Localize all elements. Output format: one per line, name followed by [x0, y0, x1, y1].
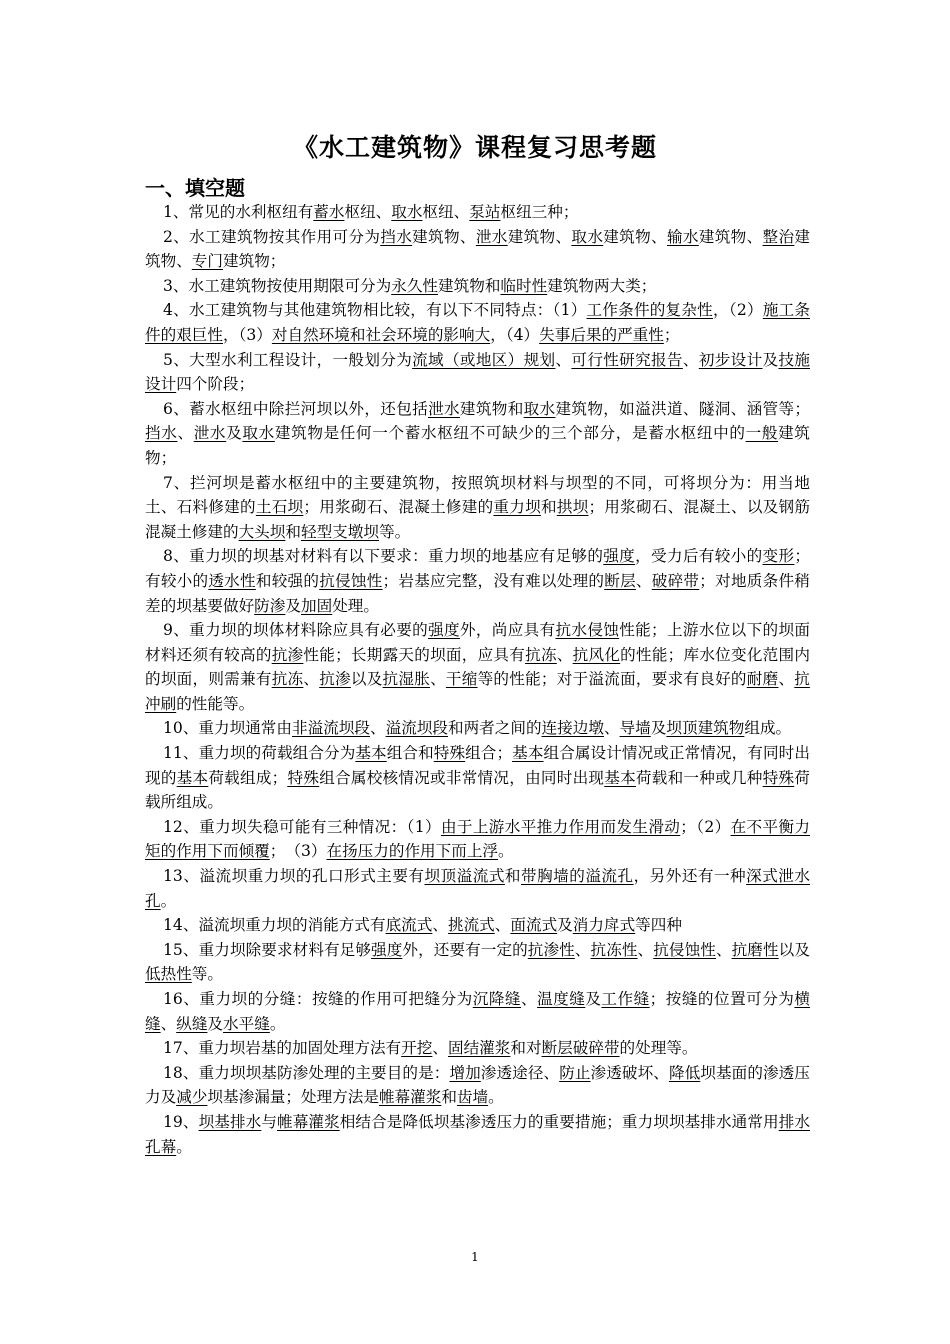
question-text: 枢纽、 [344, 203, 392, 221]
question-text: 组合属校核情况或非常情况，由同时出现 [319, 768, 605, 787]
answer-blank: 抗磨性 [731, 940, 779, 959]
answer-blank: 抗侵蚀性 [319, 571, 383, 590]
answer-blank: 基本 [512, 744, 544, 763]
question-item [145, 397, 810, 471]
answer-blank: 连接边墩 [541, 719, 604, 738]
answer-blank: 抗冻 [271, 670, 304, 689]
answer-blank: 耐磨 [746, 670, 779, 689]
answer-blank: 轻型支墩坝 [300, 522, 379, 541]
question-text: ，另外还有一种 [633, 867, 747, 886]
question-text: 建筑物，如溢洪道、隧洞、涵管等； [555, 399, 810, 418]
answer-blank: 施工条件的艰巨性 [145, 301, 810, 344]
question-text: 性能；上游水位以下的坝面材料还须有较高的 [145, 621, 810, 664]
question-text: ；（2） [680, 817, 731, 836]
question-text: 建筑物是任何一个蓄水枢纽不可缺少的三个部分，是蓄水枢纽中的 [274, 424, 746, 443]
question-text: ，（2） [713, 301, 763, 320]
answer-blank: 特殊 [762, 768, 795, 787]
question-text: 13、溢流坝重力坝的孔口形式主要有 [163, 867, 425, 886]
answer-blank: 变形 [762, 547, 795, 566]
question-text: 、 [682, 350, 699, 369]
question-text: 。 [269, 1014, 286, 1033]
answer-blank: 降低 [668, 1063, 701, 1082]
question-item [145, 618, 810, 716]
question-text: 组成。 [744, 719, 792, 738]
question-text: 等。 [378, 522, 411, 541]
answer-blank: 面流式 [510, 916, 558, 935]
answer-blank: 抗风化 [572, 645, 621, 664]
answer-blank: 专门 [191, 252, 223, 271]
question-text: 和 [540, 498, 557, 517]
question-item [145, 200, 810, 225]
question-text: 、 [635, 571, 652, 590]
question-text: 、 [637, 940, 654, 959]
question-text: 以及 [778, 940, 810, 959]
answer-blank: 断层破碎带 [541, 1039, 620, 1058]
question-text: 、 [177, 424, 194, 443]
answer-blank: 工作条件的复杂性 [586, 301, 713, 320]
answer-blank: 温度缝 [537, 990, 586, 1008]
answer-blank: 底流式 [385, 916, 433, 935]
question-text: 组合； [465, 744, 513, 763]
answer-blank: 深式泄水孔 [145, 867, 810, 910]
question-list [145, 200, 810, 1159]
question-text: ；用浆砌石、混凝土、以及钢筋混凝土修建的 [145, 498, 810, 541]
answer-blank: 强度 [603, 547, 636, 566]
answer-blank: 流域（或地区）规划 [412, 350, 556, 369]
question-text: 荷载和一种或几种 [635, 768, 763, 787]
answer-blank: 抗渗性 [527, 940, 575, 959]
answer-blank: 排水孔幕 [145, 1112, 810, 1156]
question-text: 、 [520, 990, 538, 1008]
answer-blank: 干缩 [445, 670, 478, 689]
page-number: 1 [471, 1250, 479, 1264]
question-text: ；用浆砌石、混凝土修建的 [303, 498, 494, 517]
question-item [145, 348, 810, 397]
answer-blank: 增加 [449, 1063, 481, 1082]
answer-blank: 固结灌浆 [447, 1039, 511, 1058]
question-item [145, 1110, 810, 1159]
question-text: 与 [261, 1112, 278, 1131]
question-text: 坝基面的渗透压力及 [145, 1063, 810, 1107]
answer-blank: 抗水侵蚀 [555, 621, 620, 640]
document-title: 《水工建筑物》课程复习思考题 [292, 133, 657, 162]
answer-blank: 在不平衡力矩的作用下而倾覆 [145, 817, 810, 861]
question-text: 荷载所组成。 [145, 768, 810, 812]
answer-blank: 对自然环境和社会环境的影响大 [271, 325, 491, 344]
question-text: ；按缝的位置可分为 [649, 990, 795, 1008]
answer-blank: 特殊 [287, 768, 320, 787]
question-text: 相结合是降低坝基渗透压力的重要措施；重力坝坝基排水通常用 [339, 1112, 779, 1131]
question-text: 建筑物、 [145, 227, 810, 271]
answer-blank: 特殊 [433, 744, 466, 763]
question-text: 及 [207, 1014, 224, 1033]
question-text: 等。 [191, 965, 223, 984]
question-text: 11、重力坝的荷载组合分为 [163, 744, 356, 763]
question-text: 和两者之间的 [447, 719, 542, 738]
answer-blank: 开挖 [401, 1039, 433, 1058]
answer-blank: 取水 [242, 424, 275, 443]
question-item [145, 716, 810, 741]
question-text: 等的性能；对于溢流面，要求有良好的 [477, 670, 747, 689]
question-text: ； [663, 325, 680, 344]
question-text: 12、重力坝失稳可能有三种情况：（1） [163, 817, 441, 836]
answer-blank: 齿墙 [456, 1088, 489, 1107]
question-text: 枢纽三种； [500, 203, 579, 221]
answer-blank: 拱坝 [556, 498, 589, 517]
answer-blank: 加固 [300, 596, 333, 615]
question-item [145, 987, 810, 1036]
question-text: 19、 [163, 1112, 199, 1131]
answer-blank: 基本 [176, 768, 209, 787]
answer-blank: 蓄水 [313, 203, 345, 221]
question-text: 、 [556, 645, 573, 664]
question-text: 9、重力坝的坝体材料除应具有必要的 [163, 621, 429, 640]
question-text: 的处理等。 [619, 1039, 698, 1058]
question-text: 10、重力坝通常由 [163, 719, 292, 738]
question-text: 和 [504, 867, 522, 886]
answer-blank: 失事后果的严重性 [539, 325, 664, 344]
question-text: 18、重力坝坝基防渗处理的主要目的是： [163, 1063, 450, 1082]
question-text: 6、蓄水枢纽中除拦河坝以外，还包括 [163, 399, 429, 418]
answer-blank: 泵站 [469, 203, 501, 221]
question-text: 16、重力坝的分缝：按缝的作用可把缝分为 [163, 990, 473, 1008]
answer-blank: 减少 [176, 1088, 208, 1107]
question-text: 和 [285, 522, 301, 541]
question-text: 8、重力坝的坝基对材料有以下要求：重力坝的地基应有足够的 [163, 547, 604, 566]
answer-blank: 可行性研究报告 [571, 350, 683, 369]
question-text: 建筑物、 [603, 227, 667, 246]
question-text: 5、大型水利工程设计，一般划分为 [163, 350, 413, 369]
question-text: 。 [498, 842, 514, 861]
answer-blank: 破碎带 [651, 571, 700, 590]
answer-blank: 抗冻性 [590, 940, 638, 959]
question-text: 、 [494, 916, 511, 935]
answer-blank: 输水 [666, 227, 699, 246]
question-text: 7、拦河坝是蓄水枢纽中的主要建筑物，按照筑坝材料与坝型的不同，可将坝分为：用当地土、石料修建的 [145, 473, 810, 517]
answer-blank: 整治 [762, 227, 795, 246]
question-text: ；有较小的 [145, 547, 810, 590]
question-item [145, 471, 810, 545]
answer-blank: 防渗 [254, 596, 286, 615]
question-text: 和较强的 [255, 571, 320, 590]
question-text: ；对地质条件稍差的坝基要做好 [145, 571, 810, 615]
question-text: 1、常见的水利枢纽有 [163, 203, 314, 221]
question-text: 、 [574, 940, 591, 959]
question-item [145, 815, 810, 864]
question-item [145, 741, 810, 815]
answer-blank: 低热性 [145, 965, 192, 984]
answer-blank: 泄水 [428, 399, 460, 418]
question-text: 及 [557, 916, 573, 935]
question-text: 、 [369, 719, 386, 738]
answer-blank: 取水 [571, 227, 604, 246]
answer-blank: 坝顶溢流式 [424, 867, 505, 886]
question-text: 性能；长期露天的坝面，应具有 [303, 645, 526, 664]
question-text: 坝基渗漏量；处理方法是 [207, 1088, 379, 1107]
question-text: ，（4） [490, 325, 540, 344]
question-item [145, 864, 810, 913]
question-text: 建筑物； [223, 252, 286, 271]
answer-blank: 基本 [604, 768, 636, 787]
question-text: 、 [160, 1014, 177, 1033]
question-item [145, 544, 810, 618]
question-text: 组合属设计情况或正常情况，有同时出现的 [145, 744, 810, 787]
answer-blank: 强度 [371, 940, 403, 959]
section-heading: 一、填空题 [145, 176, 245, 200]
question-text: 14、溢流坝重力坝的消能方式有 [163, 916, 386, 935]
question-text: 、 [432, 916, 448, 935]
question-text: 外，尚应具有 [459, 621, 556, 640]
question-text: 枢纽、 [422, 203, 470, 221]
question-text: 及 [650, 719, 667, 738]
question-text: 4、水工建筑物与其他建筑物相比较，有以下不同特点：（1） [163, 301, 587, 320]
answer-blank: 溢流坝段 [385, 719, 448, 738]
question-text: 、 [715, 940, 732, 959]
question-text: 等四种 [635, 916, 682, 935]
answer-blank: 帷幕灌浆 [378, 1088, 442, 1107]
question-text: 15、重力坝除要求材料有足够 [163, 940, 372, 959]
question-text: ；岩基应完整，没有难以处理的 [382, 571, 605, 590]
question-item [145, 913, 810, 938]
answer-blank: 抗冻 [525, 645, 557, 664]
question-text: 四个阶段； [176, 375, 255, 394]
question-text: 的性能等。 [176, 694, 255, 713]
question-text: 、 [555, 350, 572, 369]
question-text: 2、水工建筑物按其作用可分为 [163, 227, 381, 246]
answer-blank: 工作缝 [601, 990, 650, 1008]
question-text: 荷载组成； [208, 768, 288, 787]
answer-blank: 断层 [604, 571, 636, 590]
answer-blank: 泄水 [475, 227, 508, 246]
answer-blank: 强度 [428, 621, 460, 640]
answer-blank: 挑流式 [447, 916, 495, 935]
question-text: 组合和 [386, 744, 434, 763]
answer-blank: 帷幕灌浆 [277, 1112, 340, 1131]
answer-blank: 抗侵蚀性 [653, 940, 716, 959]
answer-blank: 横缝 [145, 990, 810, 1033]
question-text: 及 [585, 990, 602, 1008]
question-item [145, 1061, 810, 1110]
answer-blank: 在扬压力的作用下而上浮 [326, 842, 499, 861]
question-text: 、 [303, 670, 320, 689]
question-text: 以及 [350, 670, 383, 689]
answer-blank: 非溢流坝段 [292, 719, 370, 738]
answer-blank: 抗冲刷 [145, 670, 810, 713]
answer-blank: 抗渗 [271, 645, 304, 664]
question-text: 建筑物、 [698, 227, 763, 246]
answer-blank: 沉降缝 [472, 990, 521, 1008]
question-text: 及 [226, 424, 243, 443]
question-text: 处理。 [332, 596, 379, 615]
question-text: 建筑物两大类； [547, 276, 657, 295]
question-text: 建筑物、 [412, 227, 476, 246]
question-text: 的性能；库水位变化范围内的坝面，则需兼有 [145, 645, 810, 689]
answer-blank: 挡水 [380, 227, 413, 246]
question-text: ，受力后有较小的 [635, 547, 763, 566]
question-text: 及 [285, 596, 301, 615]
question-text: 渗透破坏、 [590, 1063, 669, 1082]
answer-blank: 重力坝 [493, 498, 541, 517]
question-text: 、 [778, 670, 795, 689]
answer-blank: 导墙 [619, 719, 651, 738]
answer-blank: 防止 [559, 1063, 591, 1082]
question-item [145, 225, 810, 274]
question-text: 17、重力坝岩基的加固处理方法有 [163, 1039, 402, 1058]
answer-blank: 纵缝 [176, 1014, 208, 1033]
question-text: 。 [176, 1137, 192, 1156]
answer-blank: 挡水 [145, 424, 178, 443]
question-text: 、 [430, 670, 446, 689]
question-text: 。 [160, 891, 177, 910]
answer-blank: 泄水 [193, 424, 227, 443]
question-item [145, 1036, 810, 1061]
answer-blank: 带胸墙的溢流孔 [521, 867, 634, 886]
answer-blank: 永久性 [391, 276, 439, 295]
question-item [145, 274, 810, 299]
question-text: 、 [432, 1039, 448, 1058]
answer-blank: 土石坝 [255, 498, 304, 517]
answer-blank: 坝基排水 [198, 1112, 262, 1131]
answer-blank: 临时性 [500, 276, 548, 295]
answer-blank: 基本 [355, 744, 387, 763]
question-text: 建筑物和 [438, 276, 501, 295]
question-text: ； （3） [269, 842, 327, 861]
answer-blank: 大头坝 [238, 522, 286, 541]
answer-blank: 透水性 [208, 571, 256, 590]
question-text: 外，还要有一定的 [402, 940, 528, 959]
question-text: 建筑物； [145, 424, 810, 467]
answer-blank: 抗渗 [319, 670, 351, 689]
question-text: 和 [441, 1088, 457, 1107]
question-text: 和对 [510, 1039, 542, 1058]
question-item [145, 298, 810, 347]
answer-blank: 初步设计 [698, 350, 763, 369]
question-text: 建筑物、 [507, 227, 572, 246]
answer-blank: 由于上游水平推力作用而发生滑动 [440, 817, 681, 836]
answer-blank: 取水 [391, 203, 423, 221]
answer-blank: 水平缝 [223, 1014, 270, 1033]
question-text: 。 [488, 1088, 504, 1107]
answer-blank: 消力戽式 [572, 916, 636, 935]
question-item [145, 938, 810, 987]
question-text: 3、水工建筑物按使用期限可分为 [163, 276, 392, 295]
answer-blank: 一般 [745, 424, 779, 443]
answer-blank: 抗湿胀 [382, 670, 431, 689]
question-text: 及 [762, 350, 779, 369]
question-text: 、 [603, 719, 620, 738]
answer-blank: 技施设计 [145, 350, 810, 394]
question-text: 建筑物和 [459, 399, 524, 418]
question-text: ，（3） [222, 325, 272, 344]
answer-blank: 坝顶建筑物 [666, 719, 745, 738]
question-text: 渗透途径、 [480, 1063, 560, 1082]
answer-blank: 取水 [523, 399, 556, 418]
